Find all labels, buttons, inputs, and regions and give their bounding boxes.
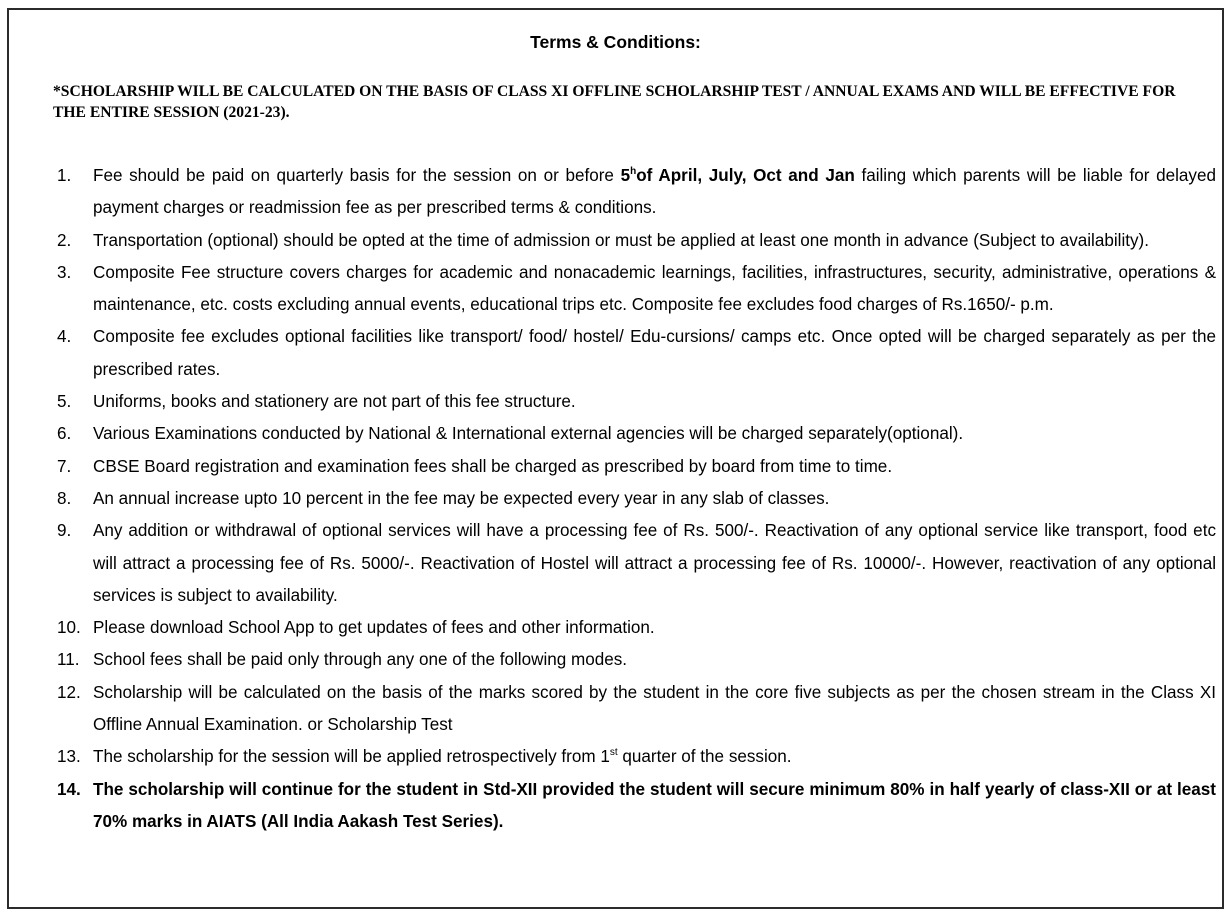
term-item (9, 677, 1222, 742)
term-number: 8. (57, 488, 72, 508)
term-text (93, 321, 1216, 386)
term-text-fragment: An annual increase upto 10 percent in the fee may be expected every year in any slab of classes. (93, 488, 830, 508)
term-text-fragment: Scholarship will be calculated on the basis of the marks scored by the student in the core five subjects as per the chosen stream in the Class XI Offline Annual Examination. or Scholarship Test (93, 682, 1216, 735)
term-text-fragment: The scholarship for the session will be applied retrospectively from 1 (93, 747, 610, 767)
term-number: 6. (57, 424, 72, 444)
term-text (93, 160, 1216, 225)
term-item (9, 644, 1222, 676)
term-item (9, 515, 1222, 612)
term-text-fragment: Various Examinations conducted by National & International external agencies will be charged separately(optional). (93, 424, 964, 444)
term-text-fragment: Composite Fee structure covers charges for academic and nonacademic learnings, facilities, infrastructures, security, administrative, operations & maintenance, etc. costs excluding annual events, educational trips etc. Composite fee excludes food charges of Rs.1650/- p.m. (93, 262, 1216, 315)
term-item (9, 257, 1222, 322)
superscript-text: h (630, 166, 637, 177)
term-number: 4. (57, 327, 72, 347)
term-text-fragment: Fee should be paid on quarterly basis for the session on or before (93, 166, 621, 185)
term-item (9, 451, 1222, 483)
term-text (93, 257, 1216, 322)
term-item (9, 160, 1222, 225)
term-text-fragment: of April, July, Oct and Jan (636, 166, 855, 185)
term-text (93, 644, 1216, 676)
term-item (9, 321, 1222, 386)
term-number: 3. (57, 262, 72, 282)
term-text (93, 451, 1216, 483)
term-item (9, 225, 1222, 257)
term-number: 5. (57, 392, 72, 412)
term-text-fragment: 5 (620, 166, 631, 185)
term-text-fragment: Transportation (optional) should be opted at the time of admission or must be applied at least one month in advance (Subject to availability). (93, 230, 1149, 250)
term-text-fragment: failing which parents will be liable for delayed payment charges or readmission fee as per prescribed terms & conditions. (93, 166, 1216, 218)
term-number: 2. (57, 230, 72, 250)
term-number: 14. (57, 779, 81, 799)
term-text (93, 741, 1216, 773)
term-item (9, 741, 1222, 773)
term-number: 13. (57, 747, 81, 767)
term-item (9, 386, 1222, 418)
term-text-fragment: quarter of the session. (617, 747, 792, 767)
term-text (93, 225, 1216, 257)
term-number: 12. (57, 682, 81, 702)
terms-list (9, 160, 1222, 838)
terms-panel (7, 8, 1224, 909)
term-text (93, 418, 1216, 450)
term-number: 10. (57, 618, 81, 638)
term-text (93, 774, 1216, 839)
term-number: 7. (57, 456, 72, 476)
term-item (9, 418, 1222, 450)
term-text-fragment: The scholarship will continue for the student in Std-XII provided the student will secure minimum 80% in half yearly of class-XII or at least 70% marks in AIATS (All India Aakash Test Series). (93, 779, 1216, 831)
term-text-fragment: Any addition or withdrawal of optional services will have a processing fee of Rs. 500/-. Reactivation of any optional service like transport, food etc will attract a processing fee of Rs. 5000/-. Reactivation of Hostel will attract a processing fee of Rs. 10000/-. However, reactivation of any optional services is subject to availability. (93, 521, 1216, 605)
terms-title: Terms & Conditions: (530, 32, 701, 52)
term-item (9, 612, 1222, 644)
term-text (93, 612, 1216, 644)
term-text-fragment: School fees shall be paid only through any one of the following modes. (93, 650, 628, 670)
term-text (93, 515, 1216, 612)
term-number: 9. (57, 521, 72, 541)
term-text-fragment: CBSE Board registration and examination fees shall be charged as prescribed by board from time to time. (93, 456, 893, 476)
term-text-fragment: Please download School App to get updates of fees and other information. (93, 618, 655, 638)
term-text (93, 677, 1216, 742)
superscript-text: st (609, 747, 618, 759)
term-text (93, 386, 1216, 418)
scholarship-notice: *SCHOLARSHIP WILL BE CALCULATED ON THE BASIS OF CLASS XI OFFLINE SCHOLARSHIP TEST / ANNUAL EXAMS AND WILL BE EFFECTIVE FOR THE ENTIRE SESSION (2021-23). (53, 83, 1176, 121)
term-number: 1. (57, 166, 72, 185)
term-item (9, 483, 1222, 515)
term-text-fragment: Composite fee excludes optional facilities like transport/ food/ hostel/ Edu-cursions/ camps etc. Once opted will be charged separately as per the prescribed rates. (93, 327, 1216, 379)
term-text (93, 483, 1216, 515)
term-number: 11. (57, 650, 80, 670)
term-item (9, 774, 1222, 839)
term-text-fragment: Uniforms, books and stationery are not part of this fee structure. (93, 392, 576, 412)
